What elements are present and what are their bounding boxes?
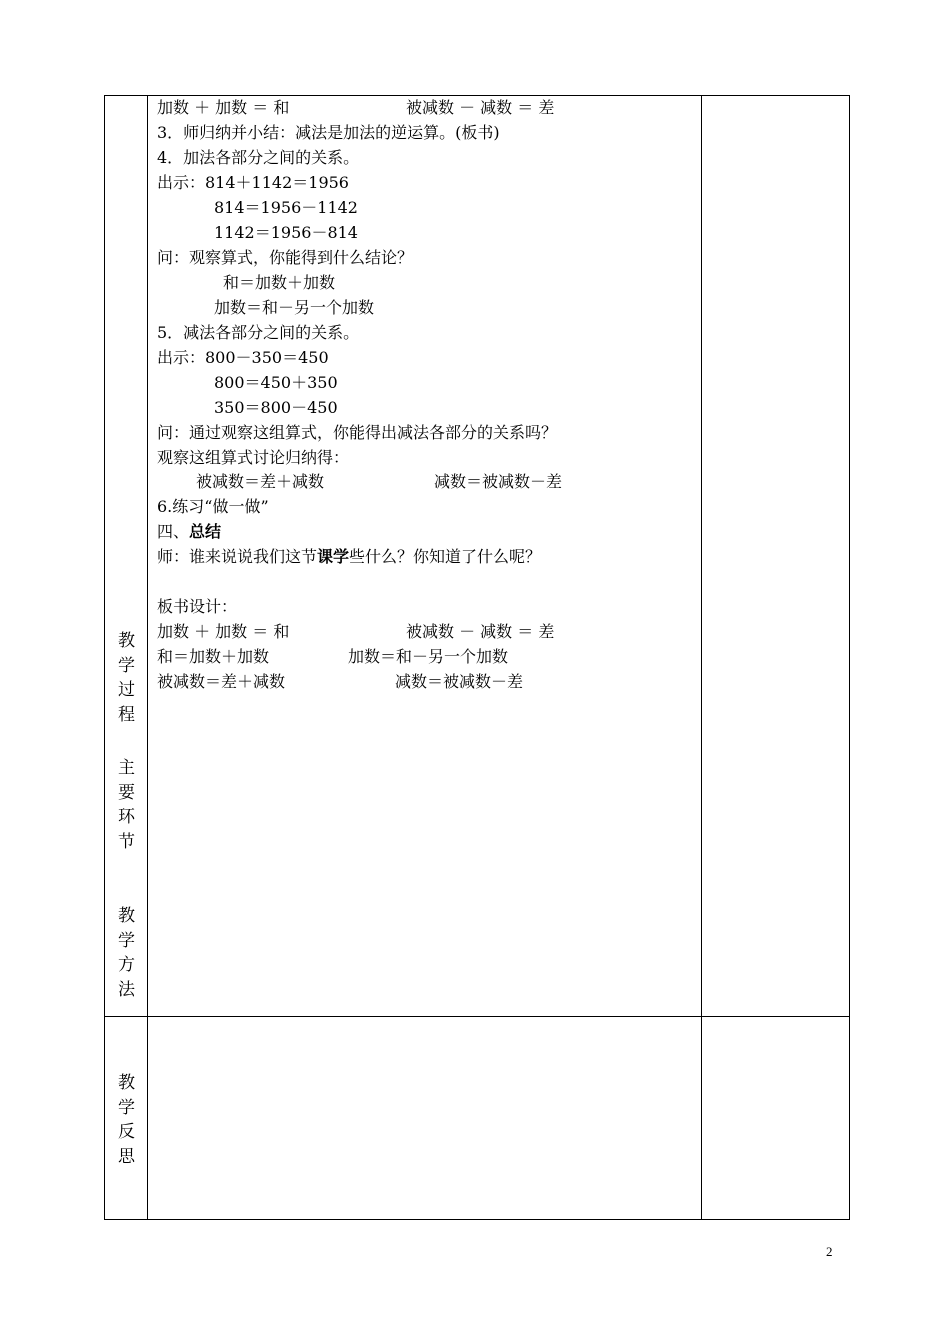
teaching-process-row: [105, 96, 850, 1017]
formula-addition: 加数 ＋ 加数 ＝ 和: [157, 98, 290, 117]
text-line: 观察这组算式讨论归纳得：: [157, 448, 350, 467]
text-line: [157, 545, 541, 569]
text-line: 出示：800－350＝450: [157, 348, 329, 367]
text-line: [157, 620, 555, 644]
text-line: 350＝800－450: [214, 398, 338, 417]
text-line: 问：观察算式，你能得到什么结论？: [157, 248, 414, 267]
text-segment: 课学: [317, 547, 350, 566]
board-design-heading: 板书设计：: [157, 597, 238, 616]
label-teaching-reflection: [105, 1071, 148, 1170]
relation-text: 减数＝被减数－差: [395, 672, 524, 691]
label-char: 学: [118, 1097, 135, 1118]
reflection-content-cell: [148, 1017, 702, 1220]
label-char: 教: [118, 1073, 135, 1093]
text-line: 和＝加数＋加数: [223, 273, 336, 292]
relation-text: 被减数＝差＋减数: [196, 472, 325, 491]
label-char: 程: [118, 705, 135, 726]
formula-addition: 加数 ＋ 加数 ＝ 和: [157, 622, 290, 641]
text-line: 3．师归纳并小结：减法是加法的逆运算。(板书): [157, 123, 500, 142]
remarks-cell: [702, 96, 850, 1017]
row-label-cell: [105, 96, 148, 1017]
text-line: 问：通过观察这组算式，你能得出减法各部分的关系吗？: [157, 423, 558, 442]
row-label-cell: [105, 1017, 148, 1220]
relation-text: 和＝加数＋加数: [157, 647, 270, 666]
text-line: [196, 470, 563, 494]
text-line: 出示：814＋1142＝1956: [157, 173, 349, 192]
page-number: 2: [826, 1244, 833, 1259]
label-char: 方: [118, 955, 135, 976]
section-heading: 5．减法各部分之间的关系。: [157, 323, 360, 342]
label-char: 学: [118, 655, 135, 676]
label-char: 节: [118, 832, 135, 853]
text-line: 6.练习“做一做”: [157, 497, 269, 516]
relation-text: 加数＝和－另一个加数: [348, 647, 509, 666]
label-char: 主: [118, 758, 135, 778]
label-char: 法: [118, 980, 135, 1001]
heading-title: 总结: [189, 522, 222, 541]
text-line: [157, 670, 524, 694]
teaching-reflection-row: [105, 1017, 850, 1220]
label-char: 思: [118, 1147, 135, 1168]
section-heading: 4．加法各部分之间的关系。: [157, 148, 360, 167]
reflection-remarks-cell: [702, 1017, 850, 1220]
label-char: 教: [118, 906, 135, 926]
section-heading: [157, 520, 221, 544]
text-line: 1142＝1956－814: [214, 223, 358, 242]
relation-text: 被减数＝差＋减数: [157, 672, 286, 691]
text-line: [157, 96, 555, 120]
heading-number: 四、: [157, 522, 190, 541]
label-teaching-process: [105, 629, 148, 728]
text-line: 814＝1956－1142: [214, 198, 358, 217]
label-char: 环: [118, 807, 135, 828]
text-line: 800＝450＋350: [214, 373, 338, 392]
label-char: 过: [118, 680, 135, 701]
label-teaching-method: [105, 904, 148, 1003]
label-char: 反: [118, 1122, 135, 1143]
formula-subtraction: 被减数 － 减数 ＝ 差: [406, 622, 555, 641]
formula-subtraction: 被减数 － 减数 ＝ 差: [406, 98, 555, 117]
lesson-plan-table: [104, 95, 850, 1220]
process-content-cell: [148, 96, 702, 1017]
label-char: 学: [118, 930, 135, 951]
text-segment: 些什么？你知道了什么呢？: [349, 547, 542, 566]
text-line: 加数＝和－另一个加数: [214, 298, 375, 317]
text-line: [157, 645, 509, 669]
label-char: 要: [118, 782, 135, 803]
relation-text: 减数＝被减数－差: [434, 472, 563, 491]
text-segment: 师：谁来说说我们这节: [157, 547, 318, 566]
label-main-steps: [105, 756, 148, 855]
label-char: 教: [118, 631, 135, 651]
